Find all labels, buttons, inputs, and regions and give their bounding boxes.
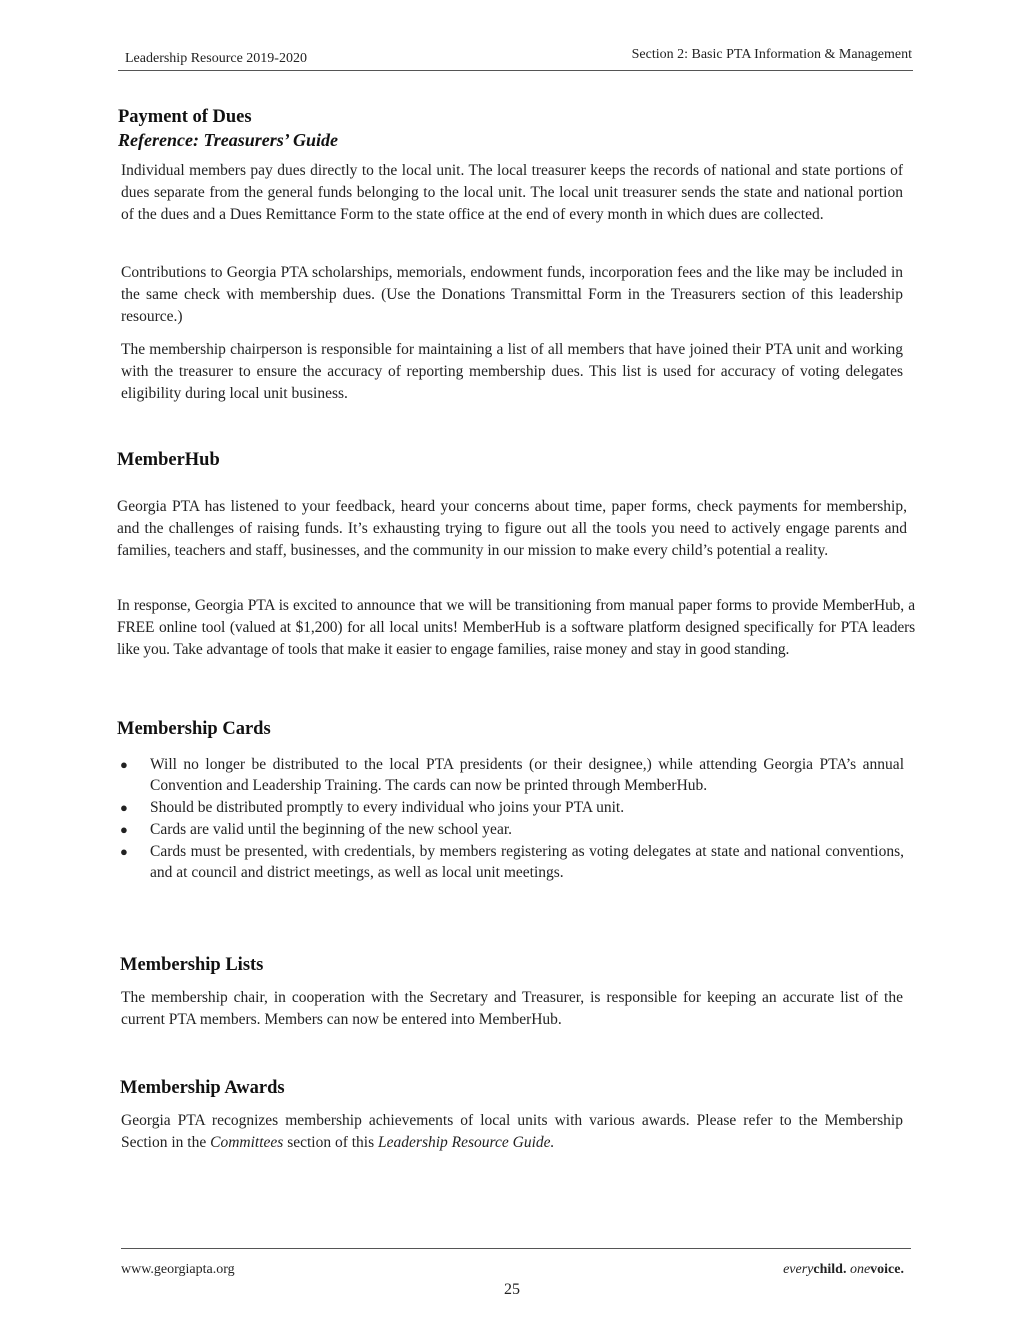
memberhub-paragraph-1: Georgia PTA has listened to your feedback, heard your concerns about time, paper forms, check payments for membership, and the challenges of raising funds. It’s exhausting trying to figure out all the tools you need to actively engage parents and families, teachers and staff, businesses, and the community in our mission to make every child’s potential a reality. (117, 498, 907, 559)
dues-title: Payment of Dues (118, 107, 252, 127)
list-item: ● Cards must be presented, with credentials, by members registering as voting delegates at state and national conventions, and at council and district meetings, as well as local unit meetings. (120, 843, 904, 881)
cards-bullet-list (118, 754, 904, 884)
awards-italic-committees: Committees (210, 1134, 284, 1151)
awards-italic-guide: Leadership Resource Guide. (378, 1134, 555, 1151)
dues-paragraph-3: The membership chairperson is responsible for maintaining a list of all members that have joined their PTA unit and working with the treasurer to ensure the accuracy of reporting membership dues. This list is used for accuracy of voting delegates eligibility during local unit business. (121, 341, 903, 402)
dues-paragraph-2: Contributions to Georgia PTA scholarships, memorials, endowment funds, incorporation fees and the like may be included in the same check with membership dues. (Use the Donations Transmittal Form in the Treasurers section of this leadership resource.) (121, 264, 903, 325)
bullet-icon: ● (120, 757, 128, 772)
dues-reference: Reference: Treasurers’ Guide (118, 130, 338, 150)
list-item: ● Should be distributed promptly to every individual who joins your PTA unit. (120, 799, 625, 816)
header-rule (118, 70, 913, 71)
footer-tagline: everychild. onevoice. (783, 1262, 904, 1277)
memberhub-title: MemberHub (117, 450, 220, 470)
footer-website: www.georgiapta.org (121, 1262, 235, 1277)
awards-paragraph: Georgia PTA recognizes membership achievements of local units with various awards. Please refer to the Membership Section in the Committees section of this Leadership Resource Guide. (121, 1112, 903, 1151)
header-left: Leadership Resource 2019-2020 (125, 51, 307, 66)
bullet-icon: ● (120, 822, 128, 837)
memberhub-paragraph-2: In response, Georgia PTA is excited to announce that we will be transitioning from manual paper forms to provide MemberHub, a FREE online tool (valued at $1,200) for all local units! MemberHub is a software platform designed specifically for PTA leaders like you. Take advantage of tools that make it easier to engage families, raise money and stay in good standing. (117, 597, 915, 658)
footer-rule (121, 1248, 911, 1249)
awards-title: Membership Awards (120, 1078, 285, 1098)
bullet-icon: ● (120, 800, 128, 815)
list-item: ● Cards are valid until the beginning of the new school year. (120, 821, 513, 838)
lists-paragraph: The membership chair, in cooperation with the Secretary and Treasurer, is responsible for keeping an accurate list of the current PTA members. Members can now be entered into MemberHub. (121, 989, 903, 1028)
list-item: ● Will no longer be distributed to the local PTA presidents (or their designee,) while attending Georgia PTA’s annual Convention and Leadership Training. The cards can now be printed through MemberHub. (120, 756, 904, 794)
header-right: Section 2: Basic PTA Information & Management (631, 47, 912, 62)
bullet-icon: ● (120, 844, 128, 859)
page-number: 25 (504, 1281, 520, 1298)
cards-title: Membership Cards (117, 719, 271, 739)
lists-title: Membership Lists (120, 955, 264, 975)
dues-paragraph-1: Individual members pay dues directly to the local unit. The local treasurer keeps the records of national and state portions of dues separate from the general funds belonging to the local unit. The local unit treasurer sends the state and national portion of the dues and a Dues Remittance Form to the state office at the end of every month in which dues are collected. (121, 162, 903, 223)
